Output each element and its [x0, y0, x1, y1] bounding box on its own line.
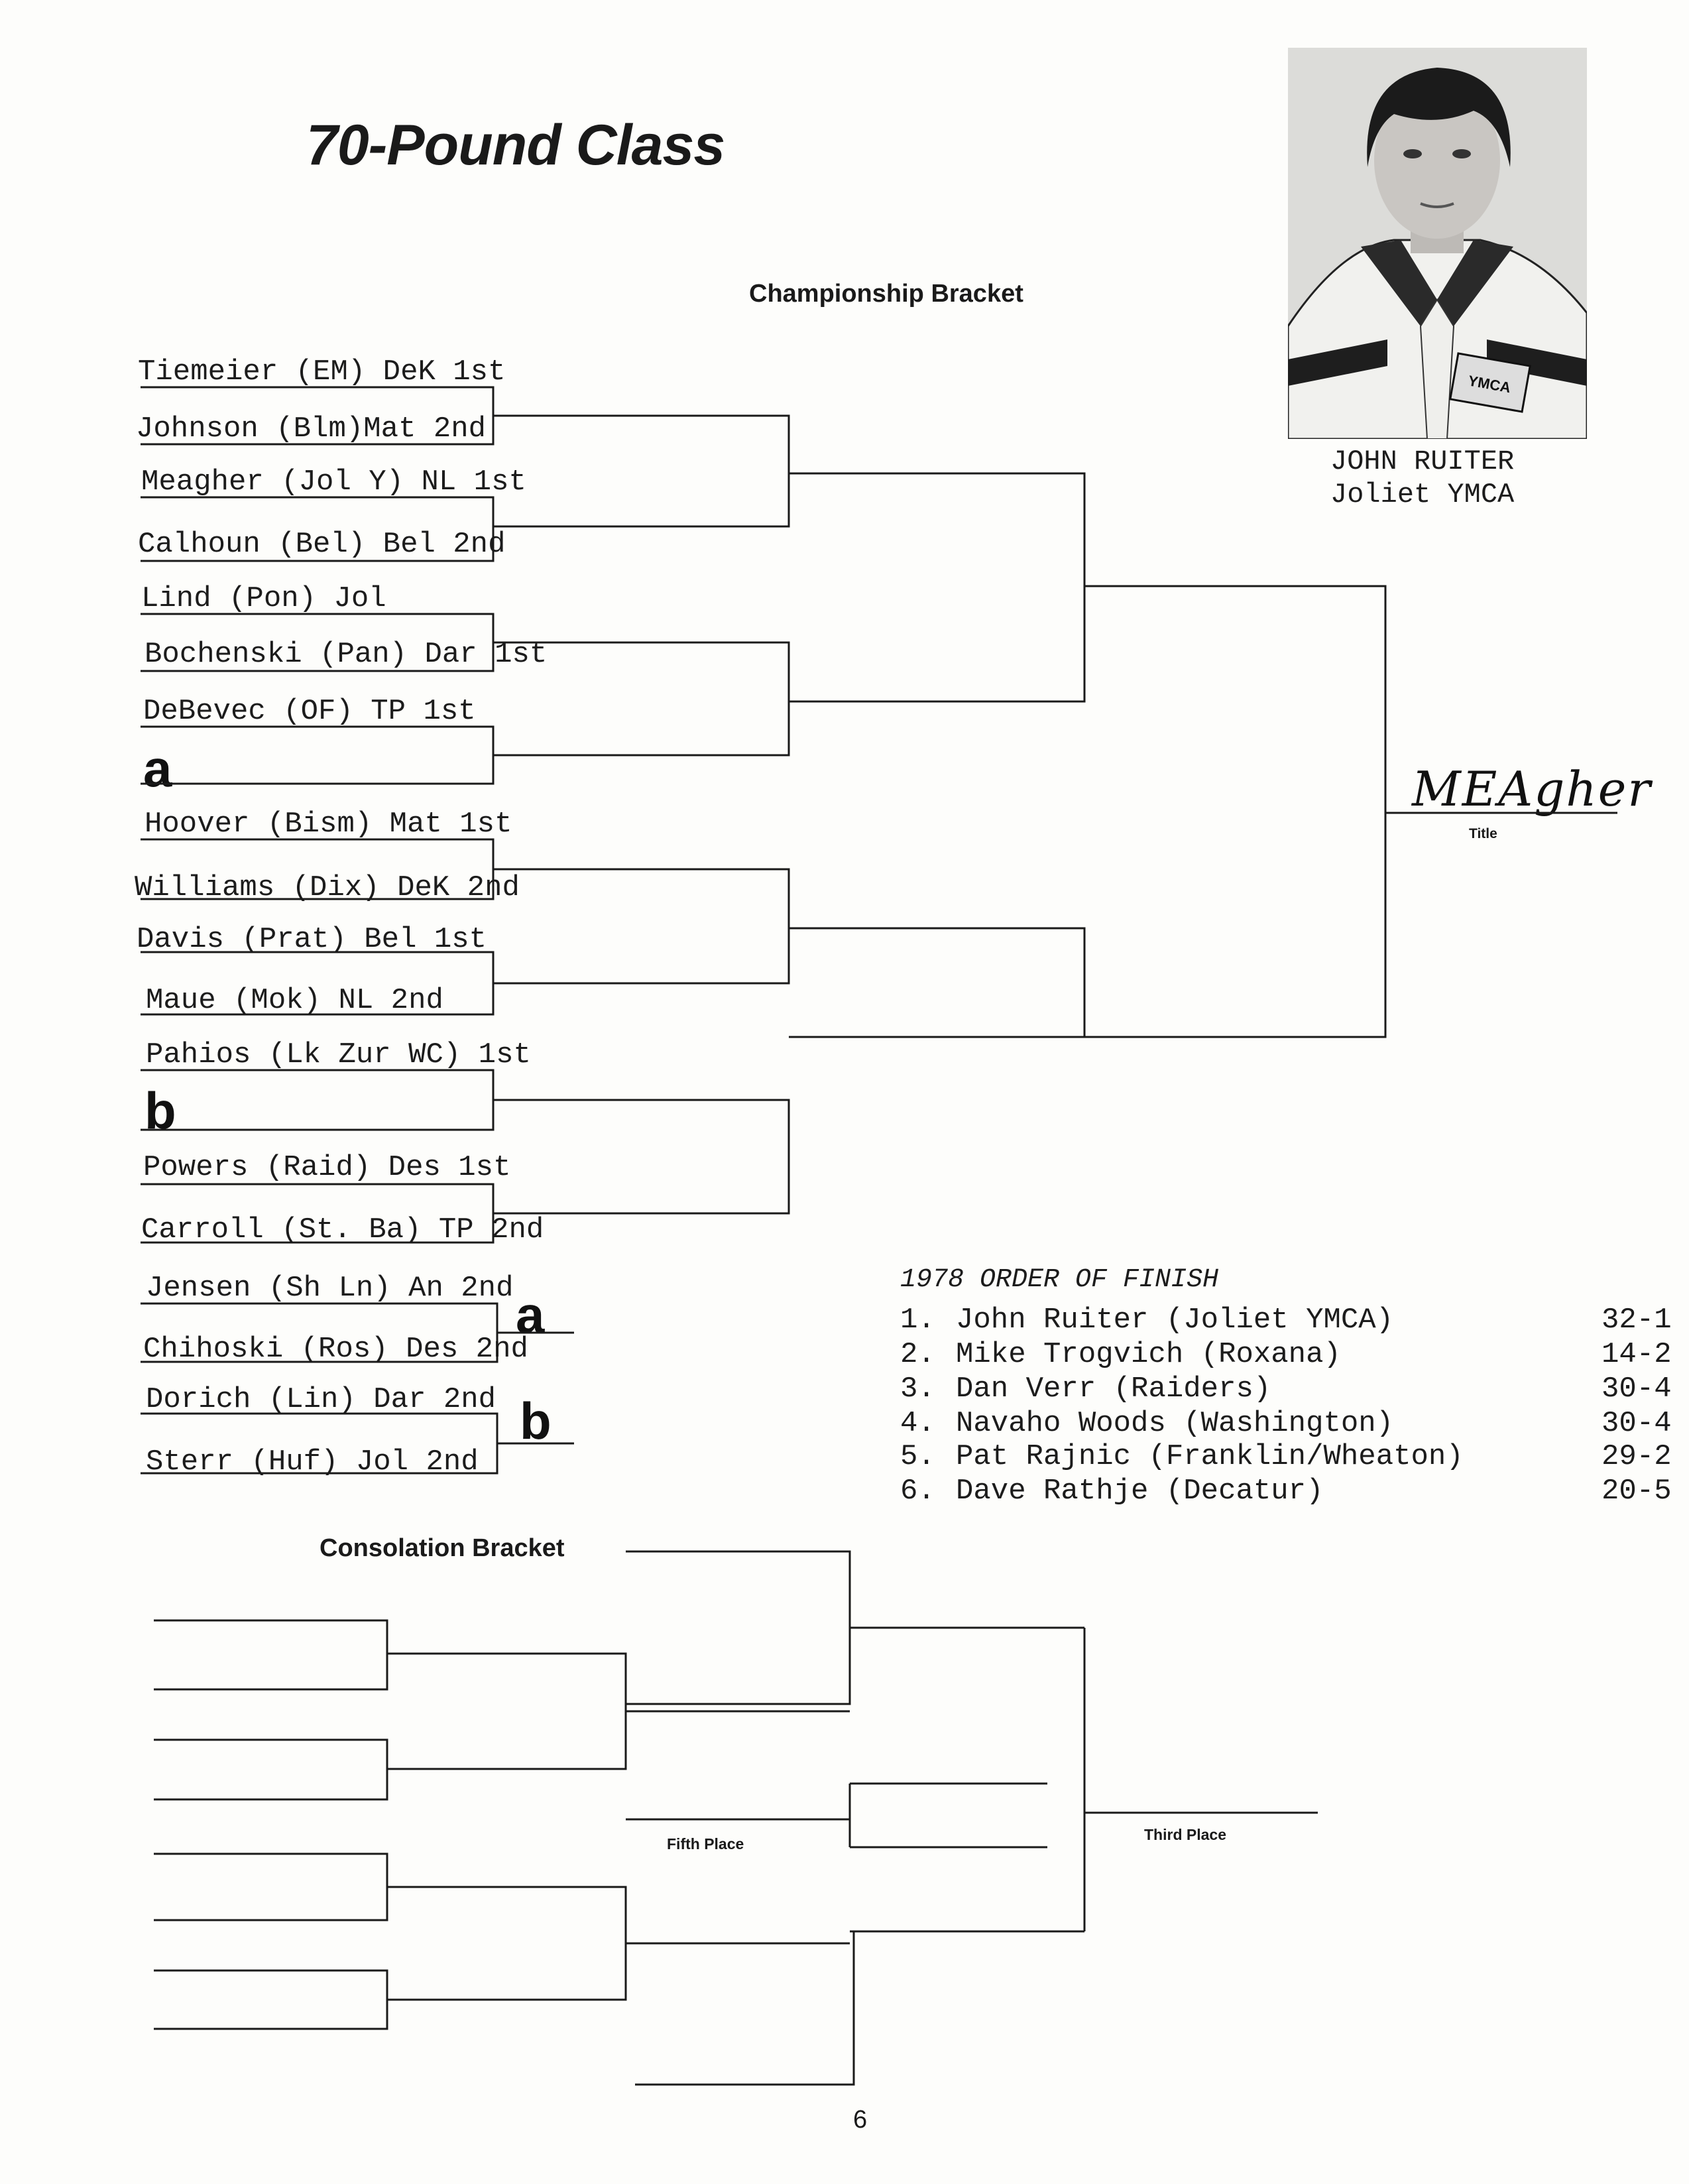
- championship-entry-5: Lind (Pon) Jol: [141, 582, 386, 615]
- consolation-r1-2: [154, 1740, 387, 1799]
- champ-sf-2: [789, 928, 1084, 1037]
- finish-name-1: John Ruiter (Joliet YMCA): [956, 1304, 1394, 1337]
- consolation-r2-2: [387, 1887, 626, 2000]
- finish-record-1: 32-1: [1602, 1304, 1672, 1337]
- championship-entry-11: Davis (Prat) Bel 1st: [137, 923, 487, 956]
- finish-place-1: 1.: [900, 1304, 935, 1337]
- finish-place-6: 6.: [900, 1475, 935, 1508]
- finish-name-2: Mike Trogvich (Roxana): [956, 1338, 1341, 1371]
- finish-record-4: 30-4: [1602, 1407, 1672, 1440]
- champ-r1-bracket-7: [141, 1070, 493, 1130]
- finish-name-5: Pat Rajnic (Franklin/Wheaton): [956, 1440, 1464, 1473]
- bye-marker-b: b: [145, 1081, 176, 1140]
- champ-qf-2: [493, 642, 789, 755]
- finish-record-3: 30-4: [1602, 1372, 1672, 1406]
- championship-entry-16: Carroll (St. Ba) TP 2nd: [141, 1213, 544, 1246]
- consolation-r1-3: [154, 1854, 387, 1920]
- championship-entry-12: Maue (Mok) NL 2nd: [146, 984, 443, 1017]
- championship-entry-10: Williams (Dix) DeK 2nd: [135, 871, 520, 904]
- finish-place-4: 4.: [900, 1407, 935, 1440]
- page-number: 6: [853, 2106, 868, 2134]
- champ-r1-bracket-4: [141, 727, 493, 784]
- consolation-r2-1: [387, 1654, 626, 1769]
- finish-name-3: Dan Verr (Raiders): [956, 1372, 1271, 1406]
- prelim-entry-3: Dorich (Lin) Dar 2nd: [146, 1383, 496, 1416]
- finish-record-5: 29-2: [1602, 1440, 1672, 1473]
- prelim-entry-4: Sterr (Huf) Jol 2nd: [146, 1445, 479, 1479]
- championship-entry-2: Johnson (Blm)Mat 2nd: [136, 412, 487, 446]
- photo-caption-club: Joliet YMCA: [1330, 479, 1515, 511]
- fifth-place-label: Fifth Place: [667, 1835, 744, 1852]
- finish-record-6: 20-5: [1602, 1475, 1672, 1508]
- photo-caption-name: JOHN RUITER: [1330, 446, 1515, 477]
- finish-place-5: 5.: [900, 1440, 935, 1473]
- champ-r1-bracket-6: [141, 952, 493, 1014]
- champ-r1-bracket-2: [141, 497, 493, 561]
- consolation-heading: Consolation Bracket: [320, 1534, 565, 1562]
- consolation-top-line: [626, 1551, 850, 1704]
- fifth-place-bracket: [850, 1784, 1047, 1847]
- prelim-bracket-a: [141, 1304, 497, 1362]
- consolation-r1-1: [154, 1620, 387, 1689]
- champ-final: [1084, 586, 1385, 1037]
- finish-place-3: 3.: [900, 1372, 935, 1406]
- championship-heading: Championship Bracket: [749, 280, 1023, 308]
- champ-qf-3: [493, 869, 789, 983]
- championship-entry-3: Meagher (Jol Y) NL 1st: [141, 465, 526, 499]
- consolation-bottom-line: [635, 1931, 854, 2085]
- champ-r1-bracket-5: [141, 839, 493, 899]
- third-place-label: Third Place: [1144, 1826, 1226, 1843]
- champ-qf-4: [493, 1100, 789, 1213]
- finish-place-2: 2.: [900, 1338, 935, 1371]
- prelim-marker-b: b: [520, 1392, 552, 1450]
- consolation-r1-4: [154, 1971, 387, 2029]
- champ-qf-1: [493, 416, 789, 526]
- champ-r1-bracket-8: [141, 1184, 493, 1243]
- finish-name-4: Navaho Woods (Washington): [956, 1407, 1394, 1440]
- page-title: 70-Pound Class: [306, 113, 725, 177]
- prelim-entry-1: Jensen (Sh Ln) An 2nd: [146, 1272, 514, 1305]
- prelim-entry-2: Chihoski (Ros) Des 2nd: [143, 1333, 528, 1366]
- championship-entry-9: Hoover (Bism) Mat 1st: [145, 808, 512, 841]
- champ-r1-bracket-3: [141, 614, 493, 671]
- champ-sf-1: [789, 473, 1084, 701]
- championship-entry-7: DeBevec (OF) TP 1st: [143, 695, 476, 728]
- championship-entry-13: Pahios (Lk Zur WC) 1st: [146, 1038, 531, 1071]
- bye-marker-a: a: [143, 739, 172, 798]
- championship-entry-4: Calhoun (Bel) Bel 2nd: [138, 528, 506, 561]
- championship-entry-6: Bochenski (Pan) Dar 1st: [145, 638, 548, 671]
- championship-entry-15: Powers (Raid) Des 1st: [143, 1151, 511, 1184]
- prelim-marker-a: a: [516, 1286, 545, 1344]
- finish-record-2: 14-2: [1602, 1338, 1672, 1371]
- order-of-finish-heading: 1978 ORDER OF FINISH: [900, 1265, 1219, 1295]
- prelim-bracket-b: [141, 1414, 497, 1473]
- finish-name-6: Dave Rathje (Decatur): [956, 1475, 1324, 1508]
- champ-r1-bracket-1: [141, 387, 493, 444]
- title-label: Title: [1469, 826, 1497, 841]
- championship-entry-1: Tiemeier (EM) DeK 1st: [138, 355, 506, 389]
- jersey-ymca-text: YMCA: [1466, 372, 1513, 396]
- title-winner-handwritten: MEAgher: [1412, 761, 1652, 817]
